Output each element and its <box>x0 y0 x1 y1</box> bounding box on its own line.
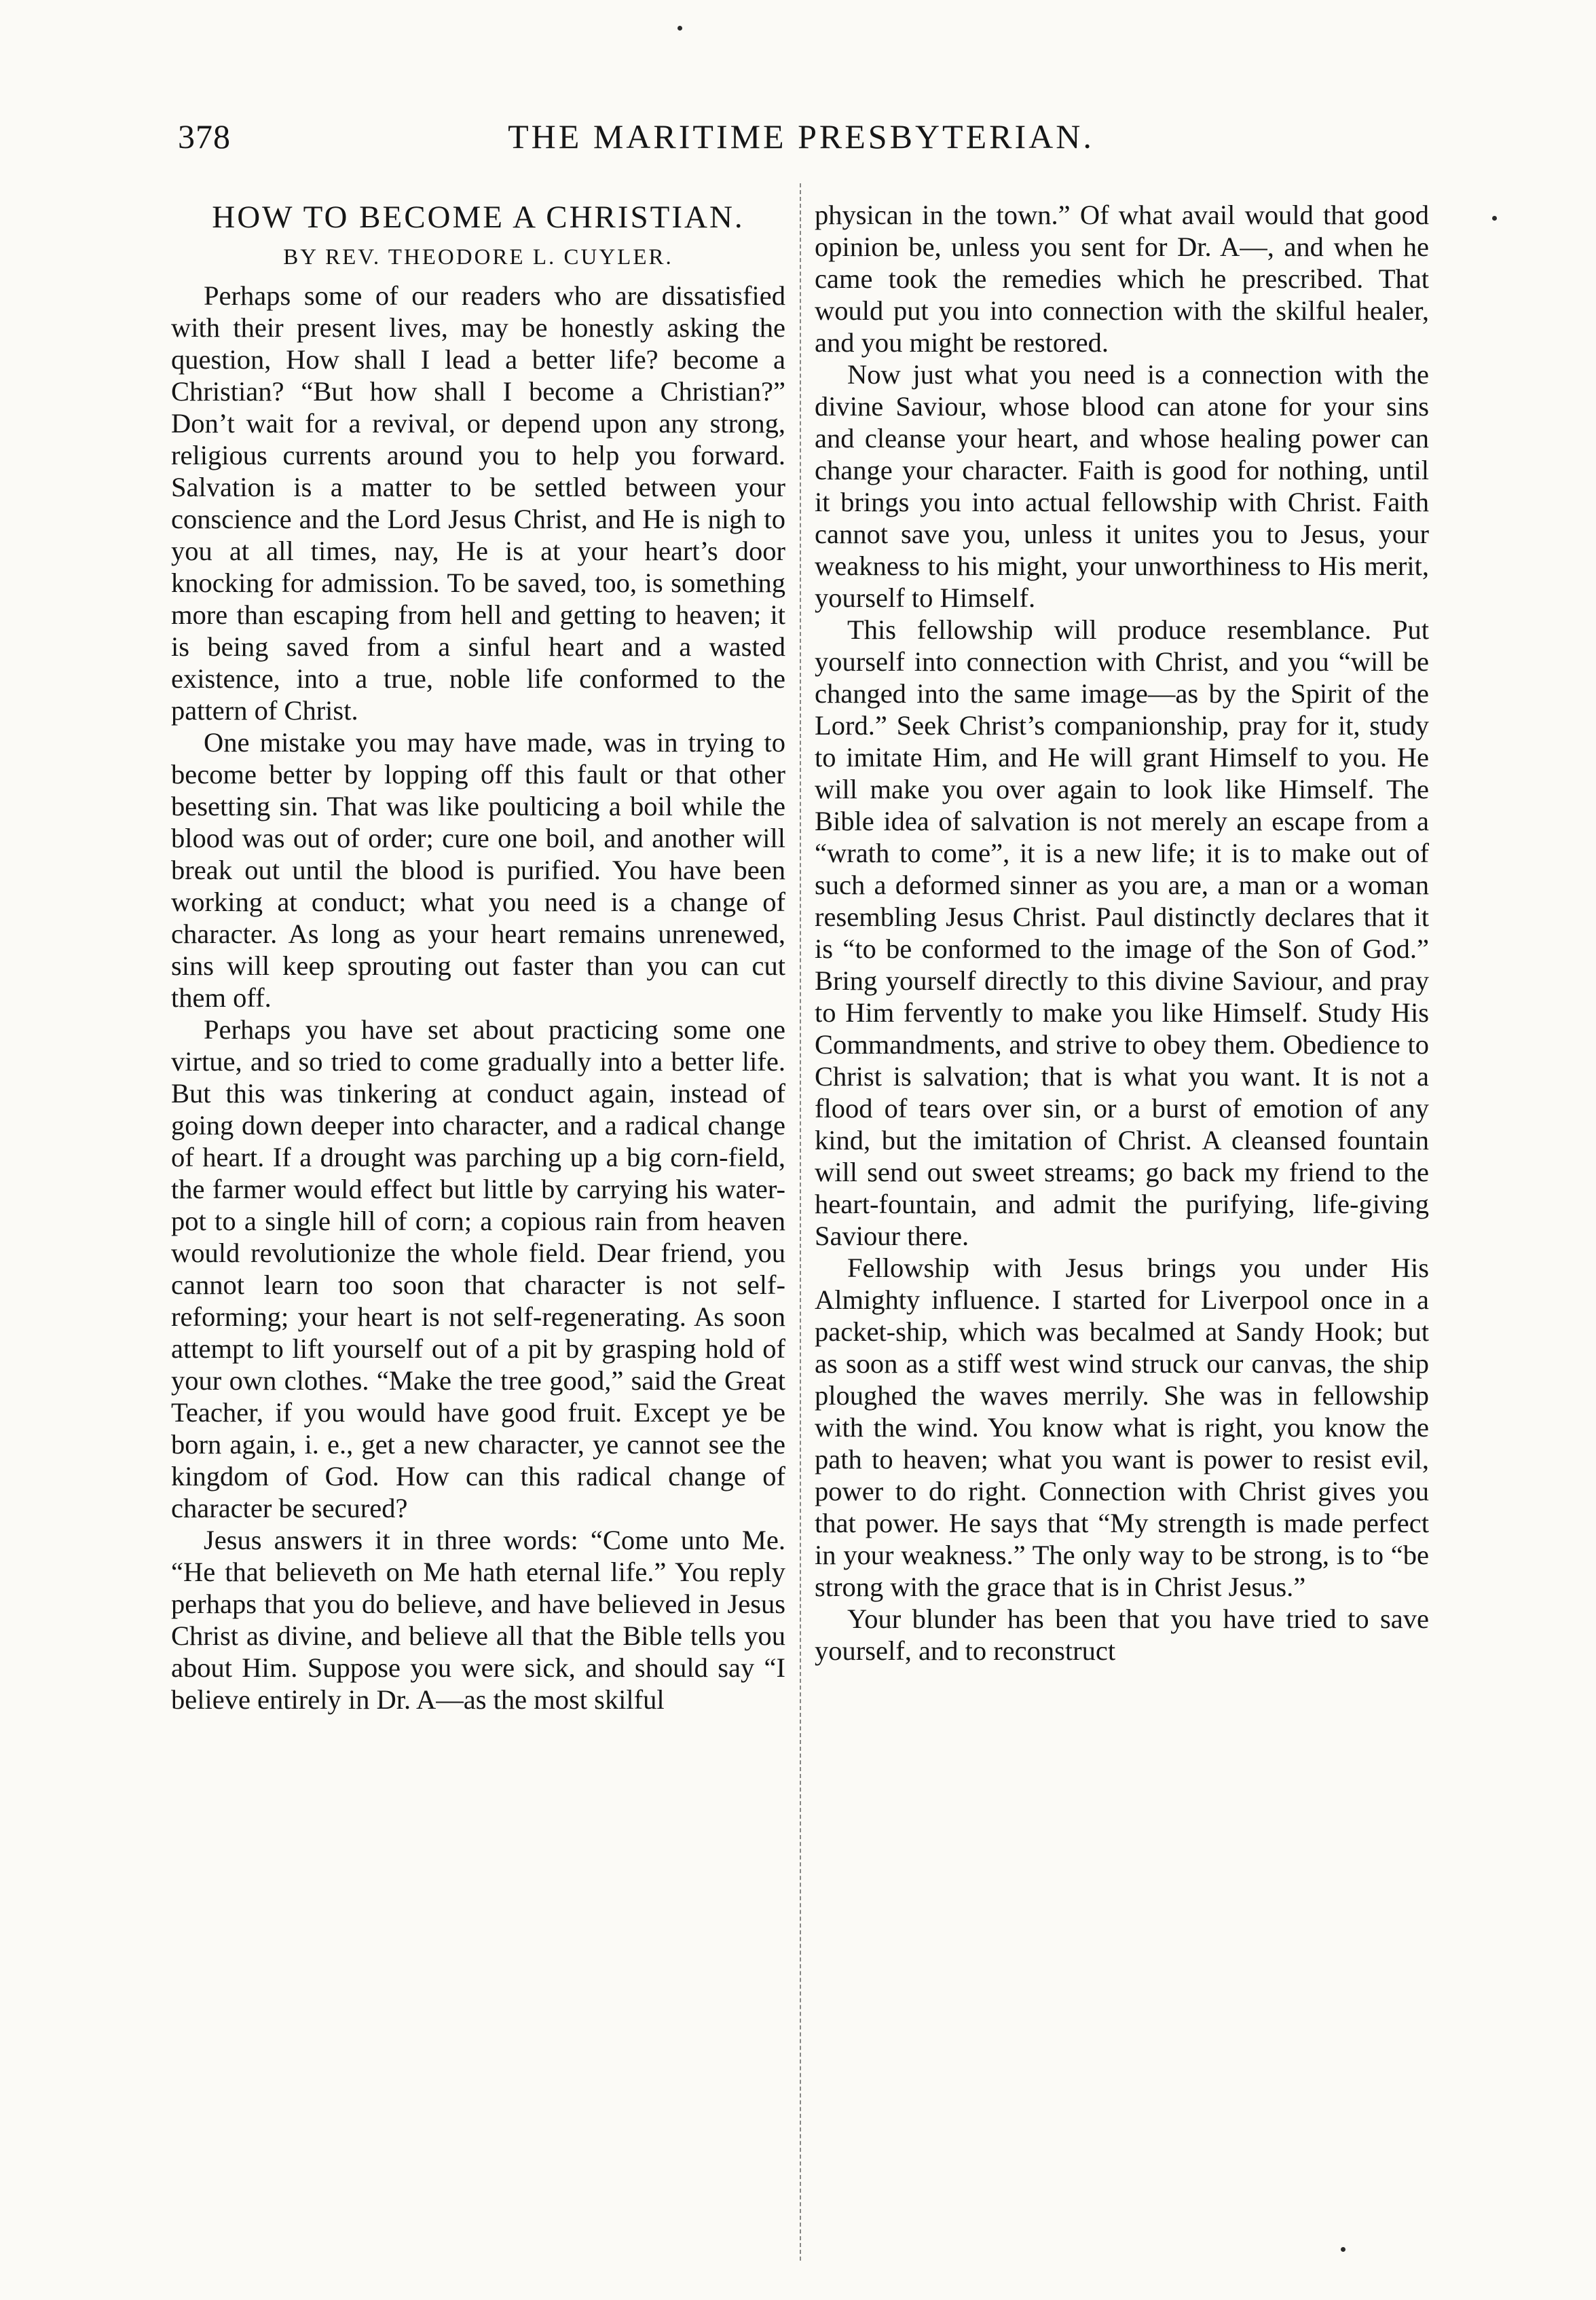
ink-speck <box>1492 216 1497 221</box>
left-column <box>171 198 785 1715</box>
right-column <box>815 199 1429 1667</box>
article-title: HOW TO BECOME A CHRISTIAN. <box>212 200 745 235</box>
paragraph: This fellowship will produce resemblance. Put yourself into connection with Christ, and you “will be changed into the same image—as by the Spirit of the Lord.” Seek Christ’s companionship, pray for it, study to imitate Him, and He will grant Himself to you. He will make you over again to look like Himself. The Bible idea of salvation is not merely an escape from a “wrath to come”, it is a new life; it is to make out of such a deformed sinner as you are, a man or a woman resembling Jesus Christ. Paul distinctly declares that it is “to be conformed to the image of the Son of God.” Bring yourself directly to this divine Saviour, and pray to Him fervently to make you like Himself. Study His Commandments, and strive to obey them. Obedience to Christ is salvation; that is what you want. It is not a flood of tears over sin, or a burst of emotion of any kind, but the imitation of Christ. A cleansed fountain will send out sweet streams; go back my friend to the heart-fountain, and admit the purifying, life-giving Saviour there. <box>815 614 1429 1251</box>
paragraph: Jesus answers it in three words: “Come unto Me. “He that believeth on Me hath eternal life.” You reply perhaps that you do believe, and have believed in Jesus Christ as divine, and believe all that the Bible tells you about Him. Suppose you were sick, and should say “I believe entirely in Dr. A—as the most skilful <box>171 1525 785 1715</box>
paragraph: Your blunder has been that you have tried to save yourself, and to reconstruct <box>815 1603 1429 1666</box>
byline: BY REV. THEODORE L. CUYLER. <box>283 245 673 270</box>
paragraph: One mistake you may have made, was in trying to become better by lopping off this fault or that other besetting sin. That was like poulticing a boil while the blood was out of order; cure one boil, and another will break out until the blood is purified. You have been working at conduct; what you need is a change of character. As long as your heart remains unrenewed, sins will keep sprouting out faster than you can cut them off. <box>171 727 785 1013</box>
ink-speck <box>678 26 682 31</box>
paragraph: Fellowship with Jesus brings you under His Almighty influence. I started for Liverpool once in a packet-ship, which was becalmed at Sandy Hook; but as soon as a stiff west wind struck our canvas, the ship ploughed the waves merrily. She was in fellowship with the wind. You know what is right, you know the path to heaven; what you want is power to resist evil, power to do right. Connection with Christ gives you that power. He says that “My strength is made perfect in your weakness.” The only way to be strong, is to “be strong with the grace that is in Christ Jesus.” <box>815 1253 1429 1602</box>
paragraph: Perhaps you have set about practicing some one virtue, and so tried to come gradually into a better life. But this was tinkering at conduct again, instead of going down deeper into character, and a radical change of heart. If a drought was parching up a big corn-field, the farmer would effect but little by carrying his water-pot to a single hill of corn; a copious rain from heaven would revolutionize the whole field. Dear friend, you cannot learn too soon that character is not self-reforming; your heart is not self-regenerating. As soon attempt to lift yourself out of a pit by grasping hold of your own clothes. “Make the tree good,” said the Great Teacher, if you would have good fruit. Except ye be born again, i. e., get a new character, ye cannot see the kingdom of God. How can this radical change of character be secured? <box>171 1014 785 1523</box>
ink-speck <box>1341 2247 1346 2252</box>
running-head: THE MARITIME PRESBYTERIAN. <box>508 117 1094 155</box>
page-number: 378 <box>178 117 231 155</box>
paragraph: Perhaps some of our readers who are dissatisfied with their present lives, may be honestly asking the question, How shall I lead a better life? become a Christian? “But how shall I become a Christian?” Don’t wait for a revival, or depend upon any strong, religious currents around you to help you forward. Salvation is a matter to be settled between your conscience and the Lord Jesus Christ, and He is nigh to you at all times, nay, He is at your heart’s door knocking for admission. To be saved, too, is something more than escaping from hell and getting to heaven; it is being saved from a sinful heart and a wasted existence, into a true, noble life conformed to the pattern of Christ. <box>171 280 785 726</box>
column-rule <box>800 183 801 2261</box>
paragraph: physican in the town.” Of what avail would that good opinion be, unless you sent for Dr. A—, and when he came took the remedies which he prescribed. That would put you into connection with the skilful healer, and you might be restored. <box>815 200 1429 358</box>
paragraph: Now just what you need is a connection with the divine Saviour, whose blood can atone for your sins and cleanse your heart, and whose healing power can change your character. Faith is good for nothing, until it brings you into actual fellowship with Christ. Faith cannot save you, unless it unites you to Jesus, your weakness to his might, your unworthiness to His merit, yourself to Himself. <box>815 359 1429 613</box>
